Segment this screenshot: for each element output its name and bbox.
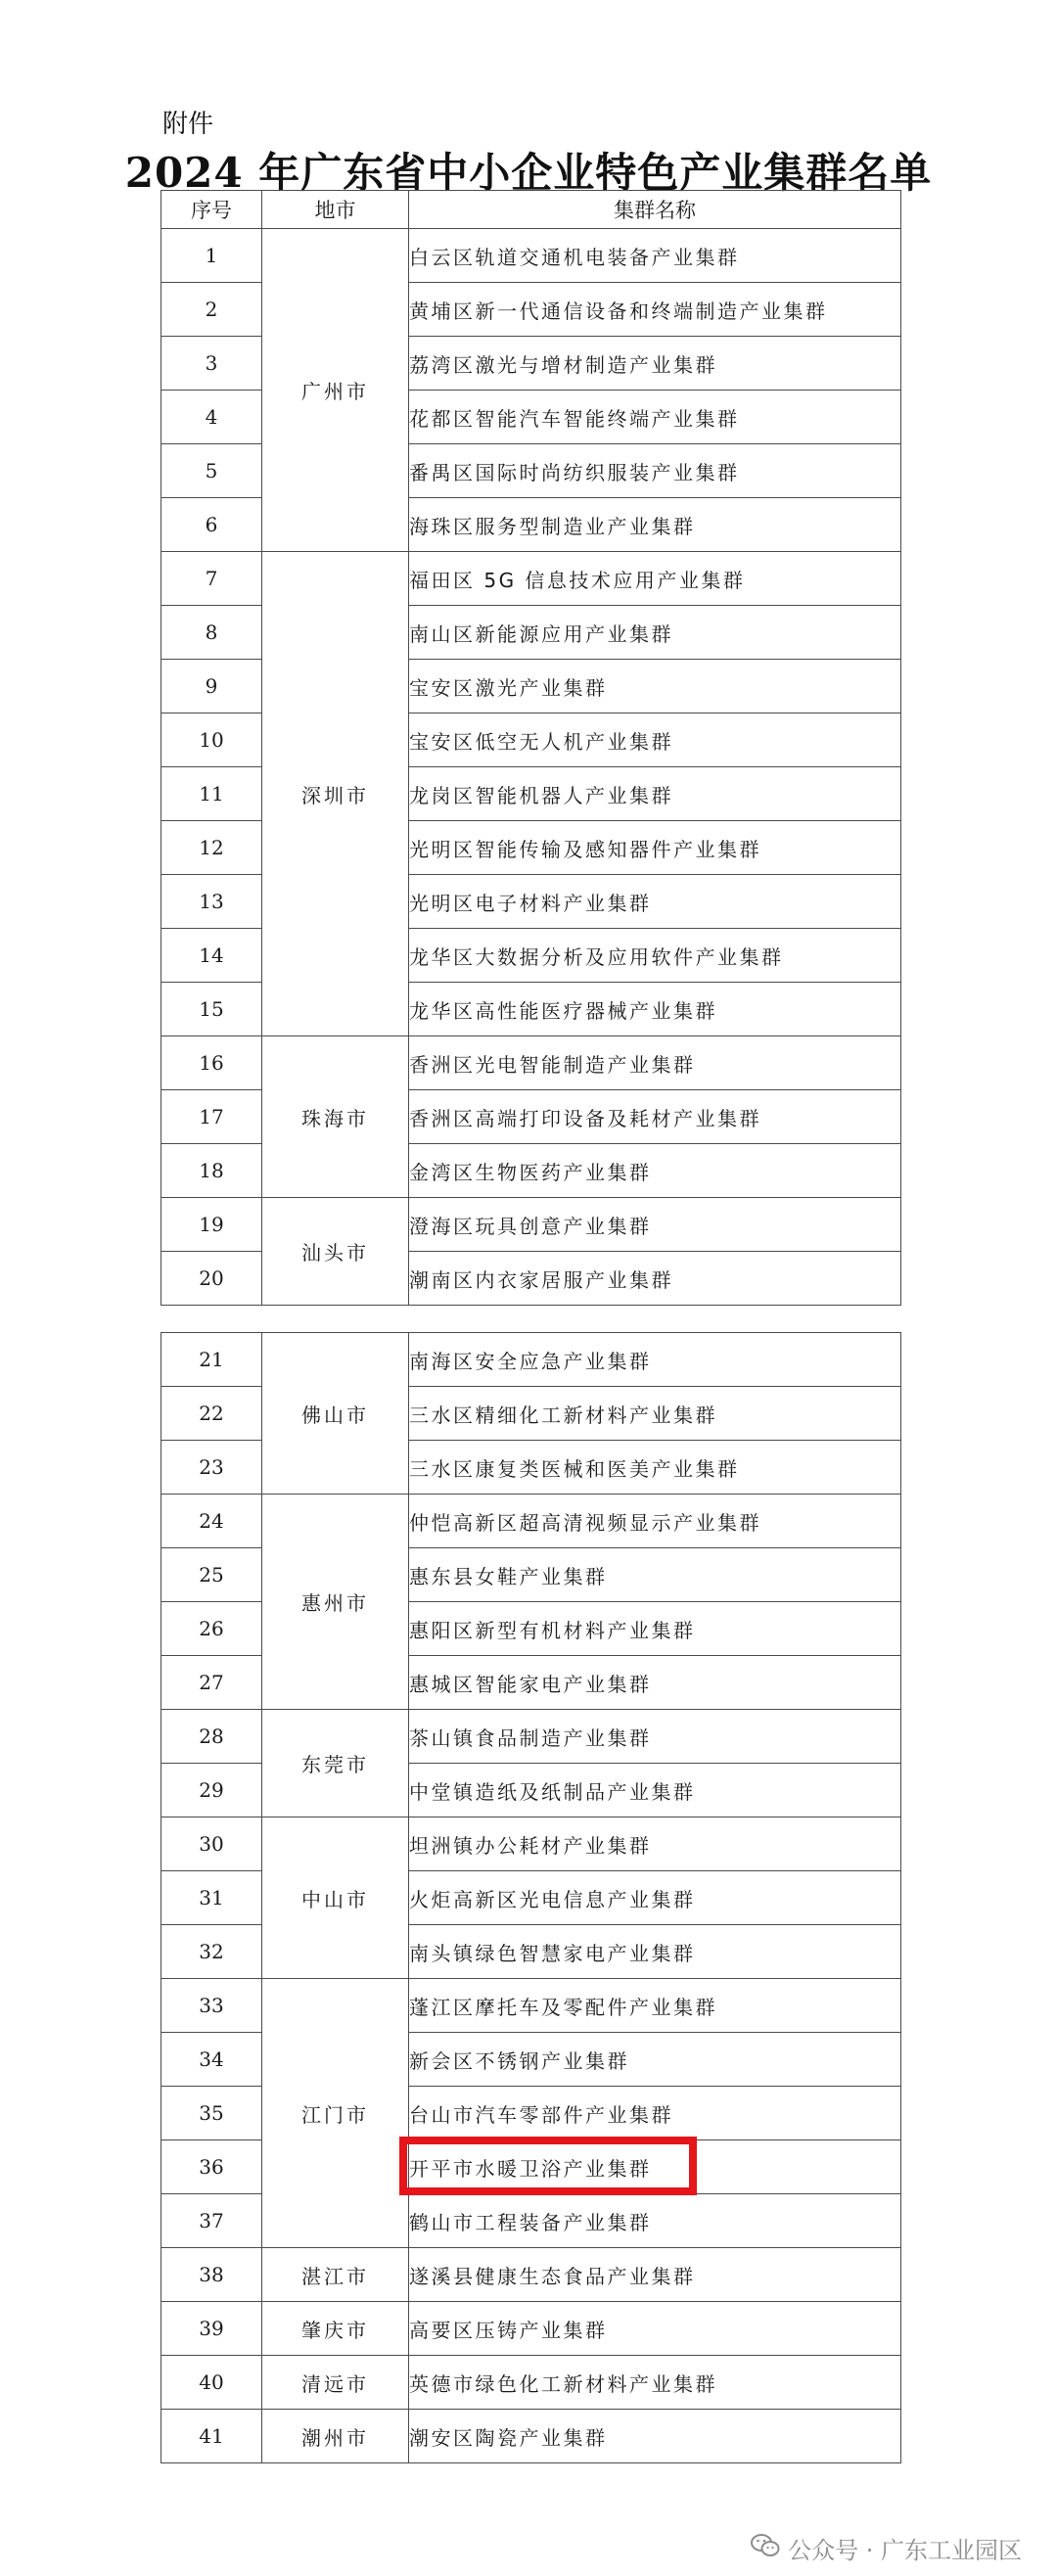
city-cell: 潮州市	[262, 2410, 409, 2463]
wechat-icon	[751, 2533, 780, 2564]
cluster-table-part-2	[161, 1332, 901, 2463]
cluster-name: 惠城区智能家电产业集群	[409, 1656, 901, 1710]
table-row	[161, 2248, 901, 2302]
row-number: 38	[161, 2248, 262, 2302]
cluster-name: 南海区安全应急产业集群	[409, 1333, 901, 1387]
row-number: 20	[161, 1252, 262, 1306]
attachment-label: 附件	[162, 110, 214, 139]
row-number: 12	[161, 821, 262, 875]
cluster-name: 龙岗区智能机器人产业集群	[409, 767, 901, 821]
header-num: 序号	[161, 191, 262, 229]
row-number: 32	[161, 1925, 262, 1979]
row-number: 41	[161, 2410, 262, 2463]
row-number: 26	[161, 1602, 262, 1656]
city-cell: 深圳市	[262, 552, 409, 1036]
row-number: 7	[161, 552, 262, 606]
header-city: 地市	[262, 191, 409, 229]
cluster-name: 开平市水暖卫浴产业集群	[409, 2140, 901, 2194]
cluster-table-part-1	[161, 190, 901, 1306]
row-number: 22	[161, 1387, 262, 1441]
cluster-name: 香洲区光电智能制造产业集群	[409, 1036, 901, 1090]
city-cell: 东莞市	[262, 1710, 409, 1817]
cluster-name: 南山区新能源应用产业集群	[409, 606, 901, 660]
table-row	[161, 1979, 901, 2033]
row-number: 8	[161, 606, 262, 660]
cluster-name: 海珠区服务型制造业产业集群	[409, 498, 901, 552]
cluster-name: 宝安区低空无人机产业集群	[409, 713, 901, 767]
cluster-name: 龙华区高性能医疗器械产业集群	[409, 983, 901, 1036]
cluster-name: 福田区 5G 信息技术应用产业集群	[409, 552, 901, 606]
cluster-name: 光明区电子材料产业集群	[409, 875, 901, 929]
cluster-name: 荔湾区激光与增材制造产业集群	[409, 337, 901, 391]
table-row	[161, 2302, 901, 2356]
city-cell: 惠州市	[262, 1495, 409, 1710]
header-name: 集群名称	[409, 191, 901, 229]
cluster-name: 惠阳区新型有机材料产业集群	[409, 1602, 901, 1656]
cluster-name: 白云区轨道交通机电装备产业集群	[409, 229, 901, 283]
row-number: 1	[161, 229, 262, 283]
cluster-name: 番禺区国际时尚纺织服装产业集群	[409, 444, 901, 498]
row-number: 3	[161, 337, 262, 391]
watermark-text: 公众号 · 广东工业园区	[788, 2537, 1022, 2564]
row-number: 10	[161, 713, 262, 767]
row-number: 17	[161, 1090, 262, 1144]
cluster-name: 坦洲镇办公耗材产业集群	[409, 1817, 901, 1871]
row-number: 24	[161, 1495, 262, 1548]
city-cell: 中山市	[262, 1817, 409, 1979]
table-row	[161, 1198, 901, 1252]
cluster-name: 澄海区玩具创意产业集群	[409, 1198, 901, 1252]
table-header-row	[161, 191, 901, 229]
cluster-name: 茶山镇食品制造产业集群	[409, 1710, 901, 1764]
row-number: 23	[161, 1441, 262, 1495]
cluster-name: 金湾区生物医药产业集群	[409, 1144, 901, 1198]
table-row	[161, 1036, 901, 1090]
city-cell: 肇庆市	[262, 2302, 409, 2356]
cluster-name: 三水区康复类医械和医美产业集群	[409, 1441, 901, 1495]
row-number: 4	[161, 391, 262, 444]
row-number: 11	[161, 767, 262, 821]
cluster-name: 宝安区激光产业集群	[409, 660, 901, 713]
table-row	[161, 229, 901, 283]
row-number: 36	[161, 2140, 262, 2194]
cluster-name: 火炬高新区光电信息产业集群	[409, 1871, 901, 1925]
row-number: 35	[161, 2087, 262, 2140]
cluster-name: 新会区不锈钢产业集群	[409, 2033, 901, 2087]
city-cell: 江门市	[262, 1979, 409, 2248]
cluster-name: 南头镇绿色智慧家电产业集群	[409, 1925, 901, 1979]
row-number: 21	[161, 1333, 262, 1387]
row-number: 34	[161, 2033, 262, 2087]
highlight-box	[399, 2137, 697, 2195]
cluster-name: 黄埔区新一代通信设备和终端制造产业集群	[409, 283, 901, 337]
page-title: 2024 年广东省中小企业特色产业集群名单	[124, 149, 933, 197]
row-number: 14	[161, 929, 262, 983]
city-cell: 清远市	[262, 2356, 409, 2410]
city-cell: 广州市	[262, 229, 409, 552]
cluster-name: 仲恺高新区超高清视频显示产业集群	[409, 1495, 901, 1548]
row-number: 37	[161, 2194, 262, 2248]
row-number: 31	[161, 1871, 262, 1925]
row-number: 28	[161, 1710, 262, 1764]
row-number: 16	[161, 1036, 262, 1090]
city-cell: 湛江市	[262, 2248, 409, 2302]
table-row	[161, 1333, 901, 1387]
row-number: 40	[161, 2356, 262, 2410]
row-number: 39	[161, 2302, 262, 2356]
row-number: 29	[161, 1764, 262, 1817]
table-row	[161, 2410, 901, 2463]
table-row	[161, 1495, 901, 1548]
row-number: 6	[161, 498, 262, 552]
row-number: 25	[161, 1548, 262, 1602]
table-row	[161, 1817, 901, 1871]
city-cell: 汕头市	[262, 1198, 409, 1306]
cluster-name: 潮安区陶瓷产业集群	[409, 2410, 901, 2463]
table-row	[161, 2356, 901, 2410]
row-number: 9	[161, 660, 262, 713]
city-cell: 佛山市	[262, 1333, 409, 1495]
city-cell: 珠海市	[262, 1036, 409, 1198]
cluster-name: 中堂镇造纸及纸制品产业集群	[409, 1764, 901, 1817]
table-row	[161, 1710, 901, 1764]
watermark	[751, 2531, 1022, 2565]
row-number: 5	[161, 444, 262, 498]
cluster-name: 蓬江区摩托车及零配件产业集群	[409, 1979, 901, 2033]
cluster-name: 惠东县女鞋产业集群	[409, 1548, 901, 1602]
cluster-name: 三水区精细化工新材料产业集群	[409, 1387, 901, 1441]
row-number: 13	[161, 875, 262, 929]
row-number: 15	[161, 983, 262, 1036]
cluster-name: 潮南区内衣家居服产业集群	[409, 1252, 901, 1306]
cluster-name: 光明区智能传输及感知器件产业集群	[409, 821, 901, 875]
table-row	[161, 552, 901, 606]
row-number: 18	[161, 1144, 262, 1198]
cluster-name: 花都区智能汽车智能终端产业集群	[409, 391, 901, 444]
cluster-name: 台山市汽车零部件产业集群	[409, 2087, 901, 2140]
row-number: 19	[161, 1198, 262, 1252]
cluster-name: 英德市绿色化工新材料产业集群	[409, 2356, 901, 2410]
row-number: 30	[161, 1817, 262, 1871]
row-number: 27	[161, 1656, 262, 1710]
cluster-name: 鹤山市工程装备产业集群	[409, 2194, 901, 2248]
cluster-name: 龙华区大数据分析及应用软件产业集群	[409, 929, 901, 983]
cluster-name: 遂溪县健康生态食品产业集群	[409, 2248, 901, 2302]
cluster-name: 高要区压铸产业集群	[409, 2302, 901, 2356]
row-number: 2	[161, 283, 262, 337]
row-number: 33	[161, 1979, 262, 2033]
cluster-name: 香洲区高端打印设备及耗材产业集群	[409, 1090, 901, 1144]
